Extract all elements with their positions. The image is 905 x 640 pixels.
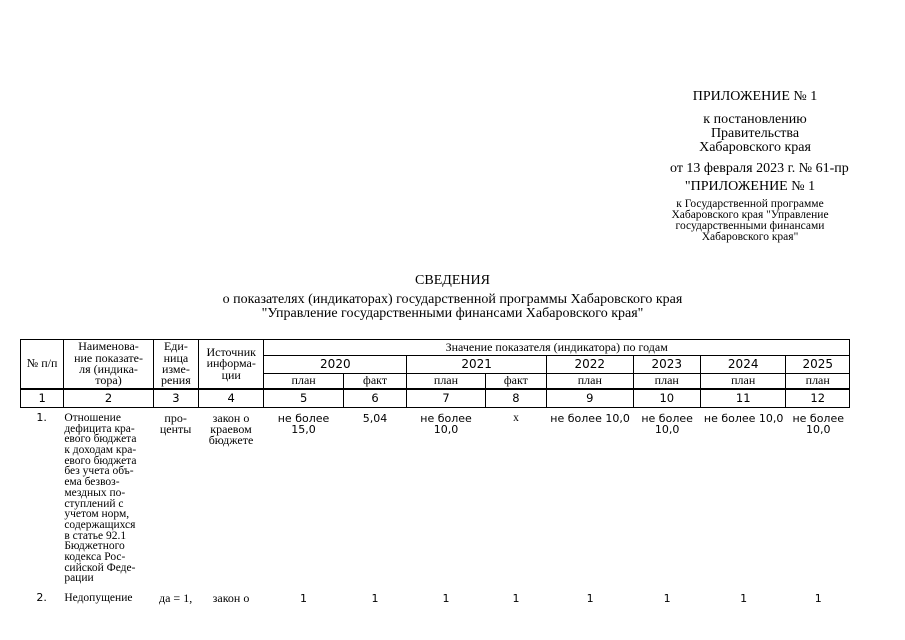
column-number: 11 — [700, 389, 786, 408]
value-2020-plan: 1 — [300, 592, 308, 605]
header-year: 2024 — [700, 356, 786, 374]
value-2020-fact: 5,04 — [362, 412, 388, 425]
column-number: 3 — [153, 389, 198, 408]
appendix-program-block — [645, 180, 855, 243]
column-number: 8 — [485, 389, 546, 408]
row-number: 2. — [36, 591, 47, 604]
header-col-no: № п/п — [21, 340, 64, 390]
header-year: 2025 — [786, 356, 850, 374]
appendix-date-line: от 13 февраля 2023 г. № 61-пр — [670, 161, 849, 176]
appendix-resolution-block — [670, 89, 849, 176]
indicator-unit: про- центы — [159, 411, 192, 437]
value-2021-fact: 1 — [512, 592, 520, 605]
header-year: 2023 — [633, 356, 700, 374]
value-2024-plan: не более 10,0 — [703, 412, 784, 425]
indicator-source: закон о — [212, 591, 250, 605]
table-row — [20, 413, 850, 593]
value-2020-plan: не более 15,0 — [277, 412, 330, 436]
appendix-line: Хабаровского края" — [701, 230, 799, 243]
value-2021-plan: 1 — [442, 592, 450, 605]
appendix-title: ПРИЛОЖЕНИЕ № 1 — [692, 89, 818, 104]
appendix-line: Правительства — [710, 126, 800, 141]
header-plan: план — [264, 374, 343, 390]
row-number: 1. — [36, 411, 47, 424]
indicator-name: Отношение дефицита кра- евого бюджета к доходам кра- евого бюджета без учета объ- ема безвоз- мездных по- ступлений с учетом норм, содержащихся в статье 92.1 Бюджетного кодекса Рос- сийской Феде- рации — [64, 412, 137, 585]
value-2023-plan: 1 — [663, 592, 671, 605]
value-2023-plan: не более 10,0 — [641, 412, 693, 436]
header-plan: план — [633, 374, 700, 390]
column-number: 5 — [264, 389, 343, 408]
header-fact: факт — [343, 374, 406, 390]
header-plan: план — [407, 374, 485, 390]
document-title: СВЕДЕНИЯ — [415, 273, 490, 288]
column-number: 7 — [407, 389, 485, 408]
table-row — [20, 593, 850, 613]
header-plan: план — [786, 374, 850, 390]
header-col-name: Наименова- ние показате- ля (индика- тора) — [64, 340, 154, 390]
indicators-table-body — [20, 413, 850, 613]
header-year: 2021 — [407, 356, 547, 374]
header-col-source: Источник информа- ции — [199, 340, 264, 390]
value-2020-fact: 1 — [371, 592, 379, 605]
header-col-unit: Еди- ница изме- рения — [153, 340, 198, 390]
value-2021-fact: х — [513, 412, 519, 424]
indicator-source: закон о краевом бюджете — [208, 411, 254, 448]
subtitle-line: о показателях (индикаторах) государственной программы Хабаровского края — [222, 292, 683, 307]
indicators-table-header — [20, 339, 850, 408]
header-year: 2020 — [264, 356, 407, 374]
column-number: 1 — [21, 389, 64, 408]
column-number: 9 — [547, 389, 634, 408]
column-number: 10 — [633, 389, 700, 408]
value-2025-plan: 1 — [814, 592, 822, 605]
value-2024-plan: 1 — [740, 592, 748, 605]
appendix-line: Хабаровского края — [699, 140, 811, 155]
value-2022-plan: не более 10,0 — [550, 412, 630, 425]
indicator-unit: да = 1, — [159, 591, 193, 605]
column-number: 4 — [199, 389, 264, 408]
indicator-name: Недопущение — [64, 592, 133, 604]
header-col-values: Значение показателя (индикатора) по годам — [264, 340, 850, 356]
value-2025-plan: не более 10,0 — [792, 412, 844, 436]
column-number: 6 — [343, 389, 406, 408]
subtitle-line: "Управление государственными финансами Хабаровского края" — [261, 306, 644, 321]
appendix-line: к Государственной программе — [676, 198, 824, 210]
header-year: 2022 — [547, 356, 634, 374]
header-plan: план — [547, 374, 634, 390]
appendix-line: к постановлению — [703, 112, 807, 127]
header-plan: план — [700, 374, 786, 390]
appendix-title: "ПРИЛОЖЕНИЕ № 1 — [684, 179, 816, 194]
value-2021-plan: не более 10,0 — [420, 412, 472, 436]
appendix-line: Хабаровского края "Управление — [671, 208, 829, 221]
document-subtitle — [0, 293, 905, 321]
value-2022-plan: 1 — [586, 592, 594, 605]
column-number: 2 — [64, 389, 154, 408]
appendix-line: государственными финансами — [675, 219, 825, 232]
header-fact: факт — [485, 374, 546, 390]
column-number: 12 — [786, 389, 850, 408]
